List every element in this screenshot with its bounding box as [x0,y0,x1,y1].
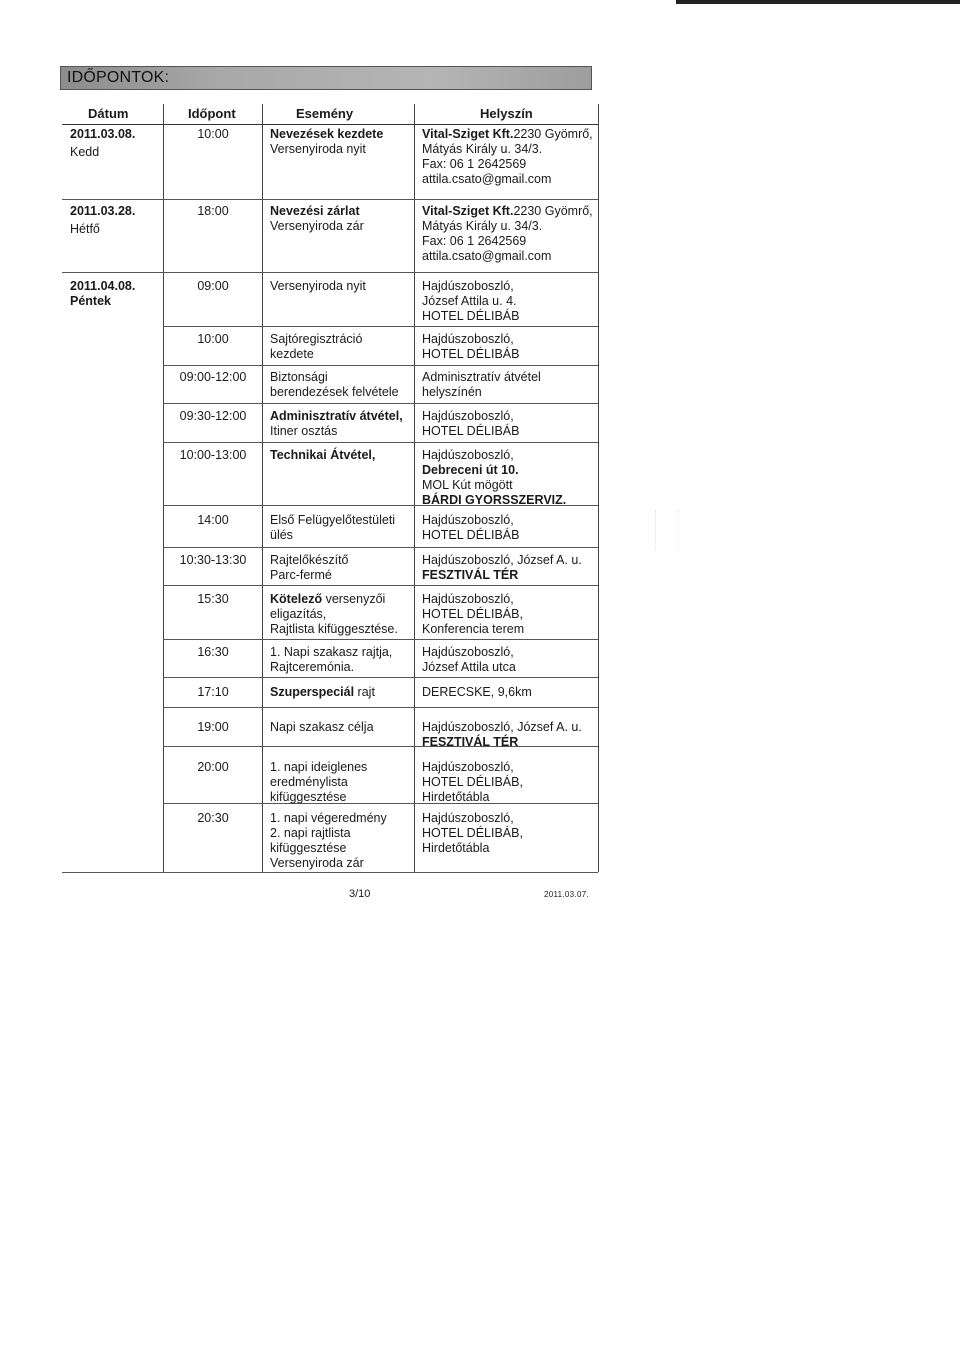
row-location [422,720,598,750]
event-text: eligazítás, Rajtlista kifüggesztése. [270,607,398,636]
row-location: Hajdúszoboszló, József Attila utca [422,645,516,674]
row-event [270,204,412,234]
scan-artifact [655,510,679,550]
row-time: 09:00 [197,279,229,293]
row-event: Rajtelőkészítő Parc-fermé [270,553,349,582]
row-event: Versenyiroda nyit [270,279,366,293]
row-divider [62,199,598,200]
row-time: 16:30 [197,645,229,659]
row-location [422,127,598,187]
row-divider [62,272,598,273]
scan-edge-bar [676,0,960,4]
row-event: Technikai Átvétel, [270,448,376,462]
location-bold: BÁRDI GYORSSZERVIZ. [422,493,567,507]
location-text: 2230 Gyömrő, Mátyás Király u. 34/3. Fax: 06 1 2642569 attila.csato@gmail.com [422,204,593,263]
event-text: rajt [354,685,375,699]
row-divider [163,585,598,586]
row-divider [163,365,598,366]
group-date: 2011.03.28. [70,204,136,218]
column-header-event: Esemény [296,106,354,121]
row-time: 14:00 [197,513,229,527]
group-day: Péntek [70,294,111,308]
group-date: 2011.03.08. [70,127,136,141]
row-location: Hajdúszoboszló, HOTEL DÉLIBÁB [422,513,520,542]
row-event [270,685,412,700]
event-text: Versenyiroda nyit [270,142,366,156]
event-bold: Nevezések kezdete [270,127,384,141]
row-event: Első Felügyelőtestületi ülés [270,513,396,542]
row-divider [163,639,598,640]
row-time: 10:30-13:30 [179,553,247,567]
section-header [60,66,592,90]
row-event [270,592,412,637]
event-bold: Kötelező [270,592,323,606]
row-time: 18:00 [197,204,229,218]
section-title: IDŐPONTOK: [67,69,170,86]
row-time: 10:00 [197,127,229,141]
header-rule [62,124,598,125]
row-location: DERECSKE, 9,6km [422,685,532,699]
column-header-location: Helyszín [480,106,533,121]
page-number: 3/10 [349,888,371,900]
column-divider [414,104,415,872]
row-time: 20:30 [197,811,229,825]
row-event: 1. Napi szakasz rajtja, Rajtceremónia. [270,645,393,674]
row-event: 1. napi végeredmény 2. napi rajtlista kifüggesztése Versenyiroda zár [270,811,387,870]
row-location [422,553,598,583]
footer-date: 2011.03.07. [544,890,589,899]
table-bottom-rule [62,872,598,873]
row-event [270,127,412,157]
row-location [422,204,598,264]
row-location: Hajdúszoboszló, József Attila u. 4. HOTEL DÉLIBÁB [422,279,520,323]
row-time: 20:00 [197,760,229,774]
location-bold: FESZTIVÁL TÉR [422,568,519,582]
location-bold: Vital-Sziget Kft. [422,204,514,218]
row-divider [163,707,598,708]
group-date: 2011.04.08. [70,279,136,293]
column-divider [163,104,164,872]
event-text: Itiner osztás [270,424,338,438]
location-text: MOL Kút mögött [422,478,513,492]
row-event [270,409,412,439]
location-bold: Debreceni út 10. [422,463,519,477]
location-bold: Vital-Sziget Kft. [422,127,514,141]
column-header-date: Dátum [88,106,129,121]
location-text: 2230 Gyömrő, Mátyás Király u. 34/3. Fax: 06 1 2642569 attila.csato@gmail.com [422,127,593,186]
column-divider [598,104,599,872]
row-event: 1. napi ideiglenes eredménylista kifüggesztése [270,760,368,804]
event-bold: Nevezési zárlat [270,204,360,218]
location-text: Hajdúszoboszló, József A. u. [422,553,582,567]
row-location: Hajdúszoboszló, HOTEL DÉLIBÁB, Konferencia terem [422,592,525,636]
row-time: 09:30-12:00 [179,409,247,423]
location-text: Hajdúszoboszló, [422,448,514,462]
row-location: Adminisztratív átvétel helyszínén [422,370,541,399]
row-divider [163,442,598,443]
group-day: Kedd [70,145,100,159]
row-location: Hajdúszoboszló, HOTEL DÉLIBÁB, Hirdetőtábla [422,760,523,804]
row-time: 17:10 [197,685,229,699]
location-bold: FESZTIVÁL TÉR [422,735,519,749]
row-time: 09:00-12:00 [179,370,247,384]
row-divider [163,403,598,404]
row-time: 19:00 [197,720,229,734]
row-divider [163,547,598,548]
location-text: Hajdúszoboszló, József A. u. [422,720,582,734]
row-location: Hajdúszoboszló, HOTEL DÉLIBÁB [422,409,520,438]
row-event: Sajtóregisztráció kezdete [270,332,363,361]
column-divider [262,104,263,872]
row-divider [163,677,598,678]
event-text: versenyzői [322,592,386,606]
row-event: Biztonsági berendezések felvétele [270,370,399,399]
row-location [422,448,598,508]
column-header-time: Időpont [188,106,236,121]
event-bold: Adminisztratív átvétel, [270,409,403,423]
row-time: 10:00-13:00 [179,448,247,462]
group-day: Hétfő [70,222,100,236]
row-divider [163,326,598,327]
row-location: Hajdúszoboszló, HOTEL DÉLIBÁB [422,332,520,361]
row-event: Napi szakasz célja [270,720,374,734]
event-text: Versenyiroda zár [270,219,364,233]
row-time: 10:00 [197,332,229,346]
row-location: Hajdúszoboszló, HOTEL DÉLIBÁB, Hirdetőtábla [422,811,523,855]
row-time: 15:30 [197,592,229,606]
event-bold: Szuperspeciál [270,685,355,699]
